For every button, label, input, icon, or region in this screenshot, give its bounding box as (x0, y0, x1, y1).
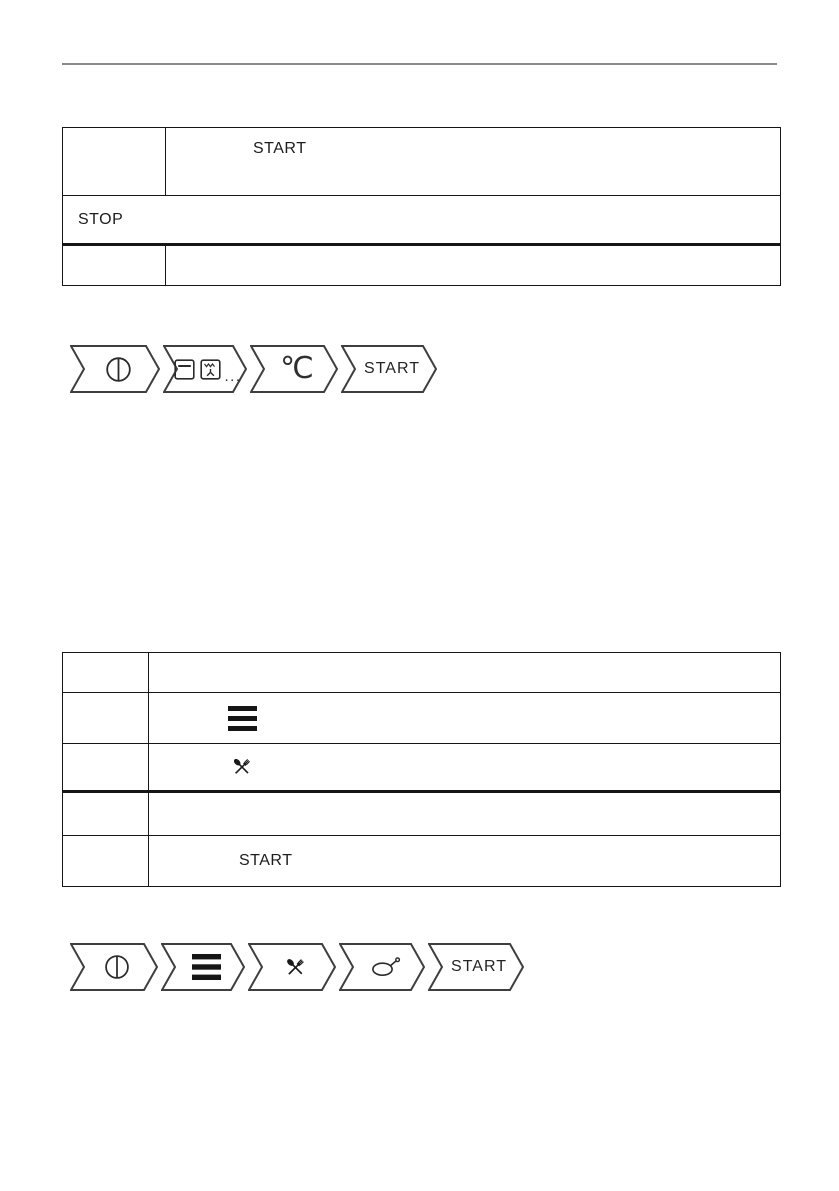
table-cell-start (149, 836, 780, 886)
table-cell-empty (63, 793, 149, 835)
table-assisted-cooking (62, 652, 781, 887)
table-row (63, 836, 780, 886)
sequence-flow-cooking (70, 345, 437, 393)
table-cell-empty (149, 793, 780, 835)
more-options-ellipsis: ... (224, 368, 242, 385)
flow-step-menu (161, 943, 245, 991)
table-cell-stop (63, 196, 780, 243)
header-divider (62, 63, 777, 65)
table-cell-empty (149, 653, 780, 692)
sequence-flow-assisted (70, 943, 524, 991)
table-row (63, 693, 780, 744)
oven-conventional-icon (174, 359, 195, 380)
flow-step-power (70, 943, 158, 991)
power-icon (103, 953, 131, 981)
stop-label: STOP (78, 210, 124, 228)
start-label: START (364, 360, 420, 377)
table-row (63, 793, 780, 836)
celsius-label: ℃ (280, 351, 314, 386)
table-cell-empty (63, 246, 166, 285)
table-cell-empty (63, 744, 149, 790)
oven-turbo-grill-icon (200, 359, 221, 380)
table-cell-start (166, 128, 780, 195)
flow-step-temperature (250, 345, 338, 393)
table-cell-empty (63, 653, 149, 692)
table-cell-empty (63, 693, 149, 743)
flow-step-start (341, 345, 437, 393)
table-cell-empty (63, 128, 166, 195)
start-label: START (451, 958, 507, 975)
table-cell-menu (149, 693, 780, 743)
cutlery-icon (230, 755, 254, 779)
menu-icon (192, 954, 221, 980)
menu-icon (228, 706, 257, 731)
table-row (63, 196, 780, 246)
poultry-icon (370, 956, 401, 978)
start-label: START (239, 852, 293, 869)
table-row (63, 128, 780, 196)
flow-step-function (163, 345, 247, 393)
start-label: START (253, 140, 307, 157)
flow-step-cutlery (248, 943, 336, 991)
flow-step-power (70, 345, 160, 393)
table-start-stop (62, 127, 781, 286)
flow-step-poultry (339, 943, 425, 991)
table-cell-empty (63, 836, 149, 886)
table-cell-empty (166, 246, 780, 285)
cutlery-icon (283, 955, 308, 980)
table-cell-cutlery (149, 744, 780, 790)
flow-step-start (428, 943, 524, 991)
table-row (63, 246, 780, 285)
table-row (63, 653, 780, 693)
power-icon (104, 355, 133, 384)
table-row (63, 744, 780, 793)
